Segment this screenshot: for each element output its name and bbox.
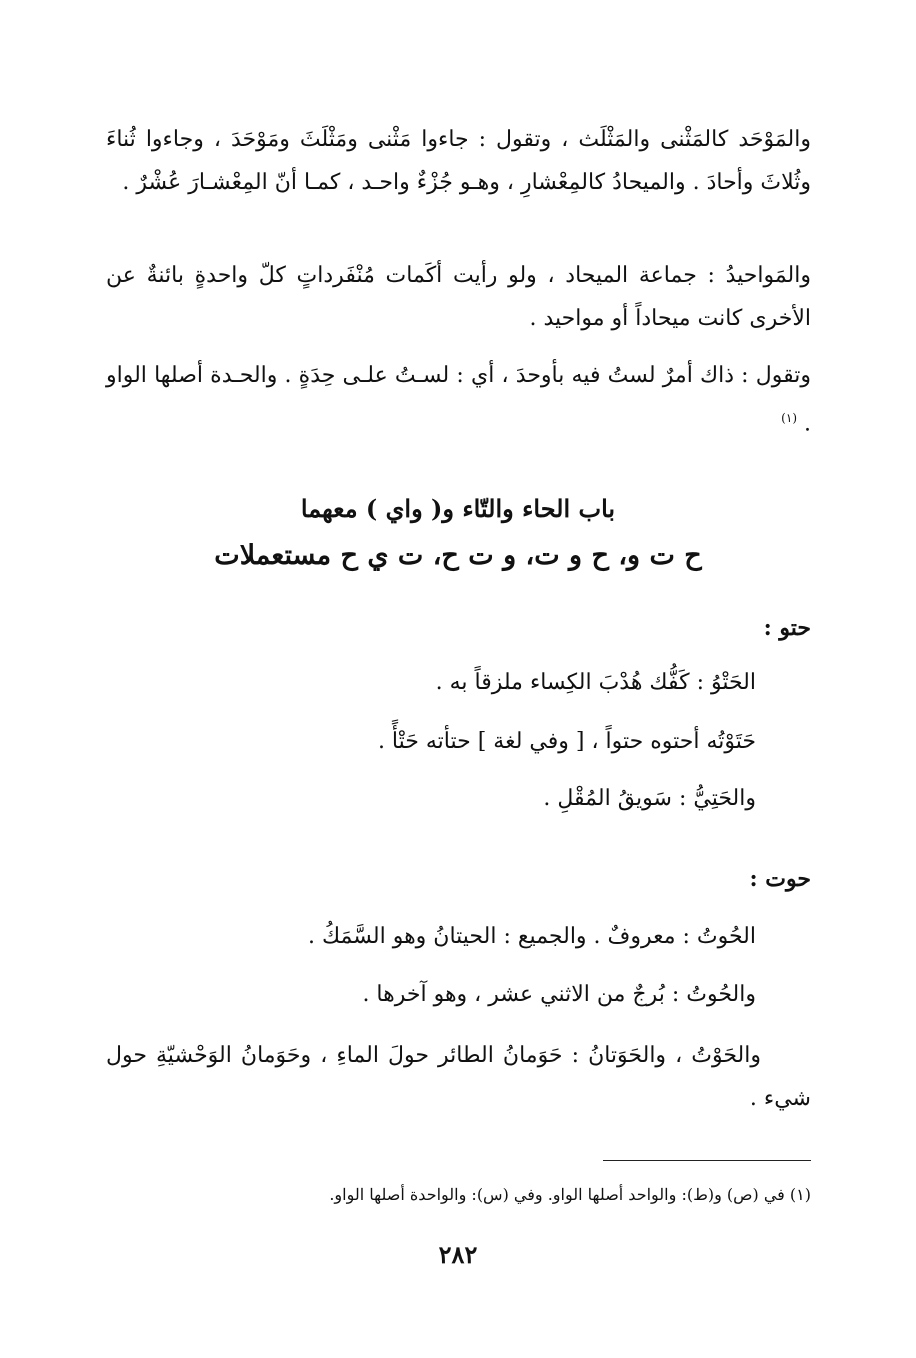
entry-line: حَتَوْتُه أحتوه حتواً ، [ وفي لغة ] حتأته حَتْأً . xyxy=(377,729,756,754)
chapter-heading-line-1: باب الحاء والتّاء و( واي ) معهما xyxy=(300,494,616,523)
footnote: (١) في (ص) و(ط): والواحد أصلها الواو. وفي (س): والواحدة أصلها الواو. xyxy=(329,1185,811,1204)
entry-paragraph: والحَوْتُ ، والحَوَتانُ : حَوَمانُ الطائر حولَ الماءِ ، وحَوَمانُ الوَحْشيّةِ حول شيء . xyxy=(106,1043,811,1111)
intro-paragraph-1: والمَوْحَد كالمَثْنى والمَثْلَث ، وتقول : جاءوا مَثْنى ومَثْلَثَ ومَوْحَدَ ، وجاءوا ثُناءَ وثُلاثَ وأحادَ . والميحادُ كالمِعْشارِ ، وهـو جُزْءٌ واحـد ، كمـا أنّ المِعْشـارَ عُشْرٌ . xyxy=(106,127,811,195)
page-number: ٢٨٢ xyxy=(438,1240,478,1269)
entry-head-hatw: حتو : xyxy=(763,615,811,641)
entry-line: والحُوتُ : بُرجٌ من الاثني عشر ، وهو آخرها . xyxy=(362,982,756,1007)
footnote-marker: (١) xyxy=(781,411,797,425)
intro-paragraph-2: والمَواحيدُ : جماعة الميحاد ، ولو رأيت أكَمات مُنْفَرداتٍ كلّ واحدةٍ بائنةٌ عن الأخرى كانت ميحاداً أو مواحيد . xyxy=(106,263,811,331)
intro-paragraph-3-text: وتقول : ذاك أمرٌ لستُ فيه بأوحدَ ، أي : لسـتُ علـى حِدَةٍ . والحـدة أصلها الواو . xyxy=(106,363,811,437)
footnote-divider xyxy=(603,1160,811,1161)
entry-line: الحَتْوُ : كَفُّك هُدْبَ الكِساء ملزقاً به . xyxy=(435,670,756,695)
chapter-heading-line-2: ح ت و، ح و ت، و ت ح، ت ي ح مستعملات xyxy=(214,540,702,571)
intro-paragraph-3 xyxy=(106,354,811,445)
entry-head-hawt: حوت : xyxy=(749,866,811,892)
entry-line: والحَتِيُّ : سَويقُ المُقْلِ . xyxy=(543,786,756,811)
entry-line: الحُوتُ : معروفٌ . والجميع : الحيتانُ وهو السَّمَكُ . xyxy=(308,924,756,949)
